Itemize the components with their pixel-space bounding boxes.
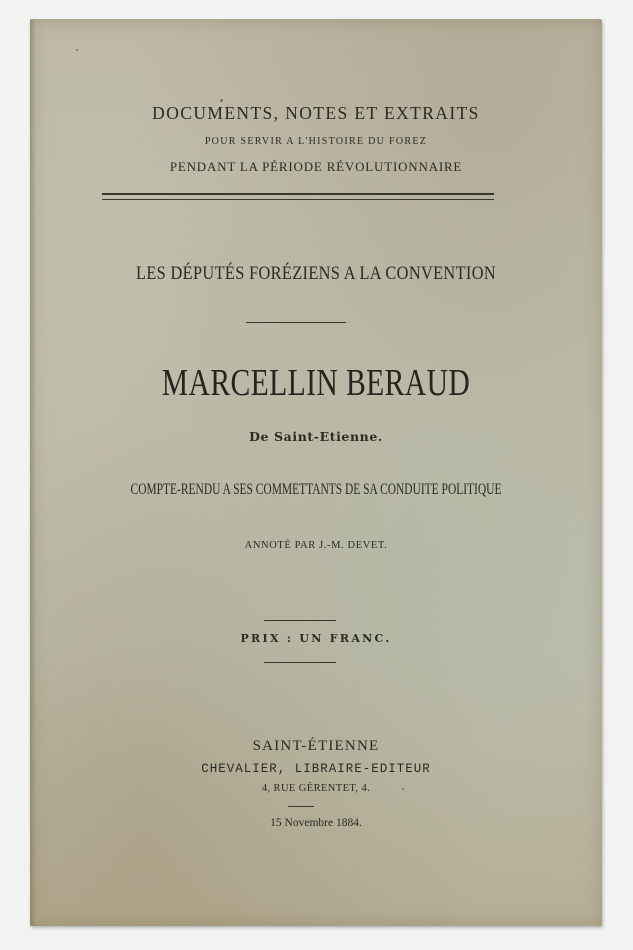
imprint-address: 4, RUE GÉRENTET, 4. bbox=[261, 783, 371, 794]
pamphlet-subtitle: COMPTE-RENDU A SES COMMETTANTS DE SA CONDUITE POLITIQUE bbox=[130, 481, 502, 498]
imprint-city: SAINT-ÉTIENNE bbox=[252, 738, 380, 754]
series-period: PENDANT LA PÉRIODE RÉVOLUTIONNAIRE bbox=[169, 159, 463, 174]
publication-date: 15 Novembre 1884. bbox=[270, 817, 362, 829]
price-rule-bottom bbox=[264, 662, 336, 663]
origin-line: De Saint-Etienne. bbox=[249, 429, 383, 444]
imprint-publisher: CHEVALIER, LIBRAIRE-EDITEUR bbox=[201, 762, 431, 776]
paper-speck bbox=[402, 788, 404, 790]
series-subtitle: POUR SERVIR A L'HISTOIRE DU FOREZ bbox=[204, 136, 428, 147]
double-rule-divider bbox=[102, 193, 494, 200]
paper-speck bbox=[76, 49, 78, 51]
short-rule-divider bbox=[246, 322, 346, 323]
annotator-credit: ANNOTÉ PAR J.-M. DEVET. bbox=[244, 540, 388, 551]
pamphlet-cover bbox=[30, 19, 602, 926]
price-line: PRIX : UN FRANC. bbox=[240, 632, 392, 645]
paper-speck bbox=[220, 99, 223, 102]
series-title: DOCUMENTS, NOTES ET EXTRAITS bbox=[152, 103, 480, 123]
section-title: LES DÉPUTÉS FORÉZIENS A LA CONVENTION bbox=[136, 263, 496, 284]
main-title: MARCELLIN BERAUD bbox=[161, 362, 471, 404]
date-rule bbox=[288, 806, 314, 807]
price-rule-top bbox=[264, 620, 336, 621]
